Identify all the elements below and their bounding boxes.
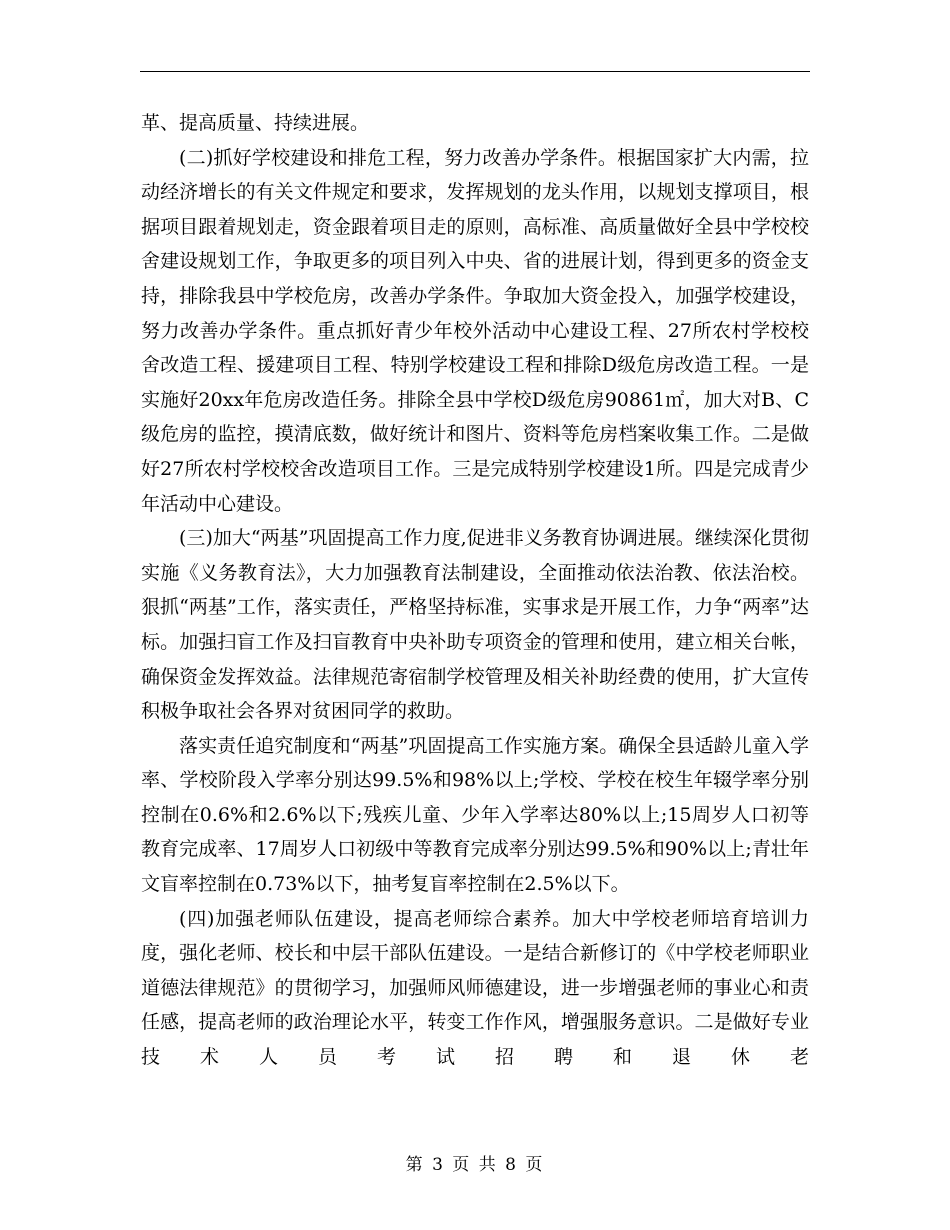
paragraph-section-2: (二)抓好学校建设和排危工程，努力改善办学条件。根据国家扩大内需，拉动经济增长的有关文件规定和要求，发挥规划的龙头作用，以规划支撑项目，根据项目跟着规划走，资金跟着项目走的原则，高标准、高质量做好全县中学校校舍建设规划工作，争取更多的项目列入中央、省的进展计划，得到更多的资金支持，排除我县中学校危房，改善办学条件。争取加大资金投入，加强学校建设，努力改善办学条件。重点抓好青少年校外活动中心建设工程、27所农村学校校舍改造工程、援建项目工程、特别学校建设工程和排除D级危房改造工程。一是实施好20xx年危房改造任务。排除全县中学校D级危房90861㎡，加大对B、C级危房的监控，摸清底数，做好统计和图片、资料等危房档案收集工作。二是做好27所农村学校校舍改造项目工作。三是完成特别学校建设1所。四是完成青少年活动中心建设。 (141, 146, 809, 515)
paragraph-section-3: (三)加大“两基”巩固提高工作力度,促进非义务教育协调进展。继续深化贯彻实施《义务教育法》，大力加强教育法制建设，全面推动依法治教、依法治校。狠抓“两基”工作，落实责任，严格坚持标准，实事求是开展工作，力争“两率”达标。加强扫盲工作及扫盲教育中央补助专项资金的管理和使用，建立相关台帐，确保资金发挥效益。法律规范寄宿制学校管理及相关补助经费的使用，扩大宣传积极争取社会各界对贫困同学的救助。 (141, 527, 809, 723)
paragraph-section-4: (四)加强老师队伍建设，提高老师综合素养。加大中学校老师培育培训力度，强化老师、校长和中层干部队伍建设。一是结合新修订的《中学校老师职业道德法律规范》的贯彻学习，加强师风师德建设，进一步增强老师的事业心和责任感，提高老师的政治理论水平，转变工作作风，增强服务意识。二是做好专业技术人员考试招聘和退休老 (141, 907, 809, 1069)
paragraph-continuation: 革、提高质量、持续进展。 (141, 112, 370, 134)
document-body (141, 106, 809, 1075)
header-rule (140, 71, 810, 72)
page-number-footer: 第 3 页 共 8 页 (405, 1155, 545, 1175)
paragraph-responsibility: 落实责任追究制度和“两基”巩固提高工作实施方案。确保全县适龄儿童入学率、学校阶段入学率分别达99.5%和98%以上;学校、学校在校生年辍学率分别控制在0.6%和2.6%以下;残疾儿童、少年入学率达80%以上;15周岁人口初等教育完成率、17周岁人口初级中等教育完成率分别达99.5%和90%以上;青壮年文盲率控制在0.73%以下，抽考复盲率控制在2.5%以下。 (141, 734, 809, 896)
